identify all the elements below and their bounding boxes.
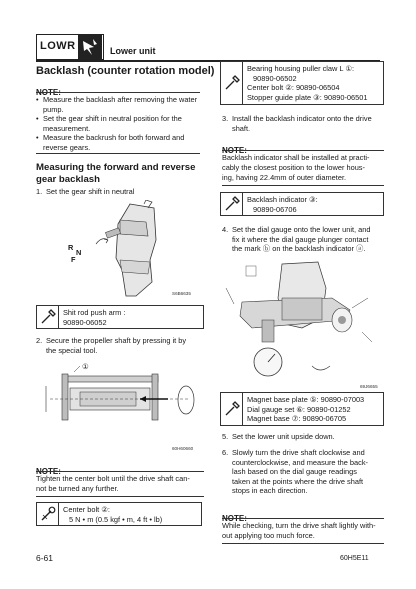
propeller-shaft-figure bbox=[40, 362, 200, 444]
shift-label-n: N bbox=[76, 248, 82, 257]
document-code: 60H5E11 bbox=[340, 555, 369, 562]
special-tool-icon bbox=[221, 62, 243, 104]
tool-part-number: 90890-06052 bbox=[63, 317, 107, 327]
step-3: 3. Install the backlash indicator onto the drive shaft. bbox=[222, 114, 372, 133]
special-tool-box bbox=[36, 305, 204, 329]
figure-code: 69J6655 bbox=[360, 384, 378, 389]
torque-box bbox=[36, 502, 202, 526]
torque-value: 5 N • m (0.5 kgf • m, 4 ft • lb) bbox=[69, 514, 163, 524]
note-divider bbox=[36, 92, 200, 93]
section-code: LOWR bbox=[40, 40, 76, 52]
step-1: 1. Set the gear shift in neutral bbox=[36, 187, 135, 196]
special-tool-icon bbox=[221, 393, 243, 425]
note-divider bbox=[222, 150, 384, 151]
tool-name: Stopper guide plate ③: 90890-06501 bbox=[247, 92, 368, 102]
torque-wrench-icon bbox=[37, 503, 59, 525]
special-tool-icon bbox=[221, 193, 243, 215]
note-divider bbox=[222, 543, 384, 544]
tool-part-number: 90890-06706 bbox=[253, 204, 297, 214]
tool-name: Magnet base ⑦: 90890-06705 bbox=[247, 414, 347, 423]
note-divider bbox=[36, 153, 200, 154]
special-tool-box bbox=[220, 192, 384, 216]
tool-name: Center bolt ②: 90890-06504 bbox=[247, 83, 340, 92]
shift-label-r: R bbox=[68, 243, 74, 252]
note-divider bbox=[36, 496, 204, 497]
step-4: 4. Set the dial gauge onto the lower unit, and fix it where the dial gauge plunger contact the mark ⓑ on the backlash indicator ⓐ. bbox=[222, 225, 371, 254]
dial-gauge-figure bbox=[222, 258, 382, 384]
note-text: Tighten the center bolt until the drive shaft can- not be turned any further. bbox=[36, 474, 190, 493]
torque-item: Center bolt ②: bbox=[63, 505, 110, 514]
tool-name: Shit rod push arm : bbox=[63, 308, 126, 317]
page-number: 6-61 bbox=[36, 553, 54, 563]
subsection-title: Measuring the forward and reverse gear backlash bbox=[36, 162, 196, 185]
note-text: While checking, turn the drive shaft lightly with- out applying too much force. bbox=[222, 521, 376, 540]
tool-name: Bearing housing puller claw L ①: bbox=[247, 64, 355, 73]
tool-name: Magnet base plate ⑤: 90890-07003 bbox=[247, 395, 365, 404]
chapter-title: Lower unit bbox=[110, 46, 156, 56]
list-item: • Measure the backlash after removing the water pump. bbox=[36, 95, 204, 114]
special-tool-box bbox=[220, 61, 384, 105]
step-2: 2. Secure the propeller shaft by pressing it by the special tool. bbox=[36, 336, 187, 355]
special-tool-icon bbox=[37, 306, 59, 328]
note-divider bbox=[222, 185, 384, 186]
note-text: Backlash indicator shall be installed at practi- cably the closest position to the lower hous- ing, having 22.4mm of outer diameter. bbox=[222, 153, 370, 182]
tool-name: Backlash indicator ③: bbox=[247, 195, 318, 204]
note-divider bbox=[222, 518, 384, 519]
tool-part-number: 90890-06502 bbox=[253, 73, 297, 83]
step-6: 6. Slowly turn the drive shaft clockwise and counterclockwise, and measure the back- lash based on the dial gauge readings taken at the points where the drive shaft stops in each direction. bbox=[222, 448, 368, 496]
shift-label-f: F bbox=[71, 255, 76, 264]
note-divider bbox=[36, 471, 204, 472]
propeller-wrench-icon bbox=[78, 35, 102, 59]
special-tool-box bbox=[220, 392, 384, 426]
list-item: • Set the gear shift in neutral position for the measurement. bbox=[36, 114, 204, 133]
figure-callout: ① bbox=[82, 362, 89, 371]
figure-code: 60H60660 bbox=[172, 446, 194, 451]
lower-unit-figure bbox=[60, 200, 200, 300]
note-list bbox=[36, 95, 204, 153]
page-title: Backlash (counter rotation model) bbox=[36, 65, 215, 77]
list-item: • Measure the backrush for both forward and reverse gears. bbox=[36, 133, 204, 152]
figure-code: S6B6635 bbox=[172, 291, 191, 296]
step-5: 5. Set the lower unit upside down. bbox=[222, 432, 335, 441]
tool-name: Dial gauge set ⑥: 90890-01252 bbox=[247, 404, 351, 414]
